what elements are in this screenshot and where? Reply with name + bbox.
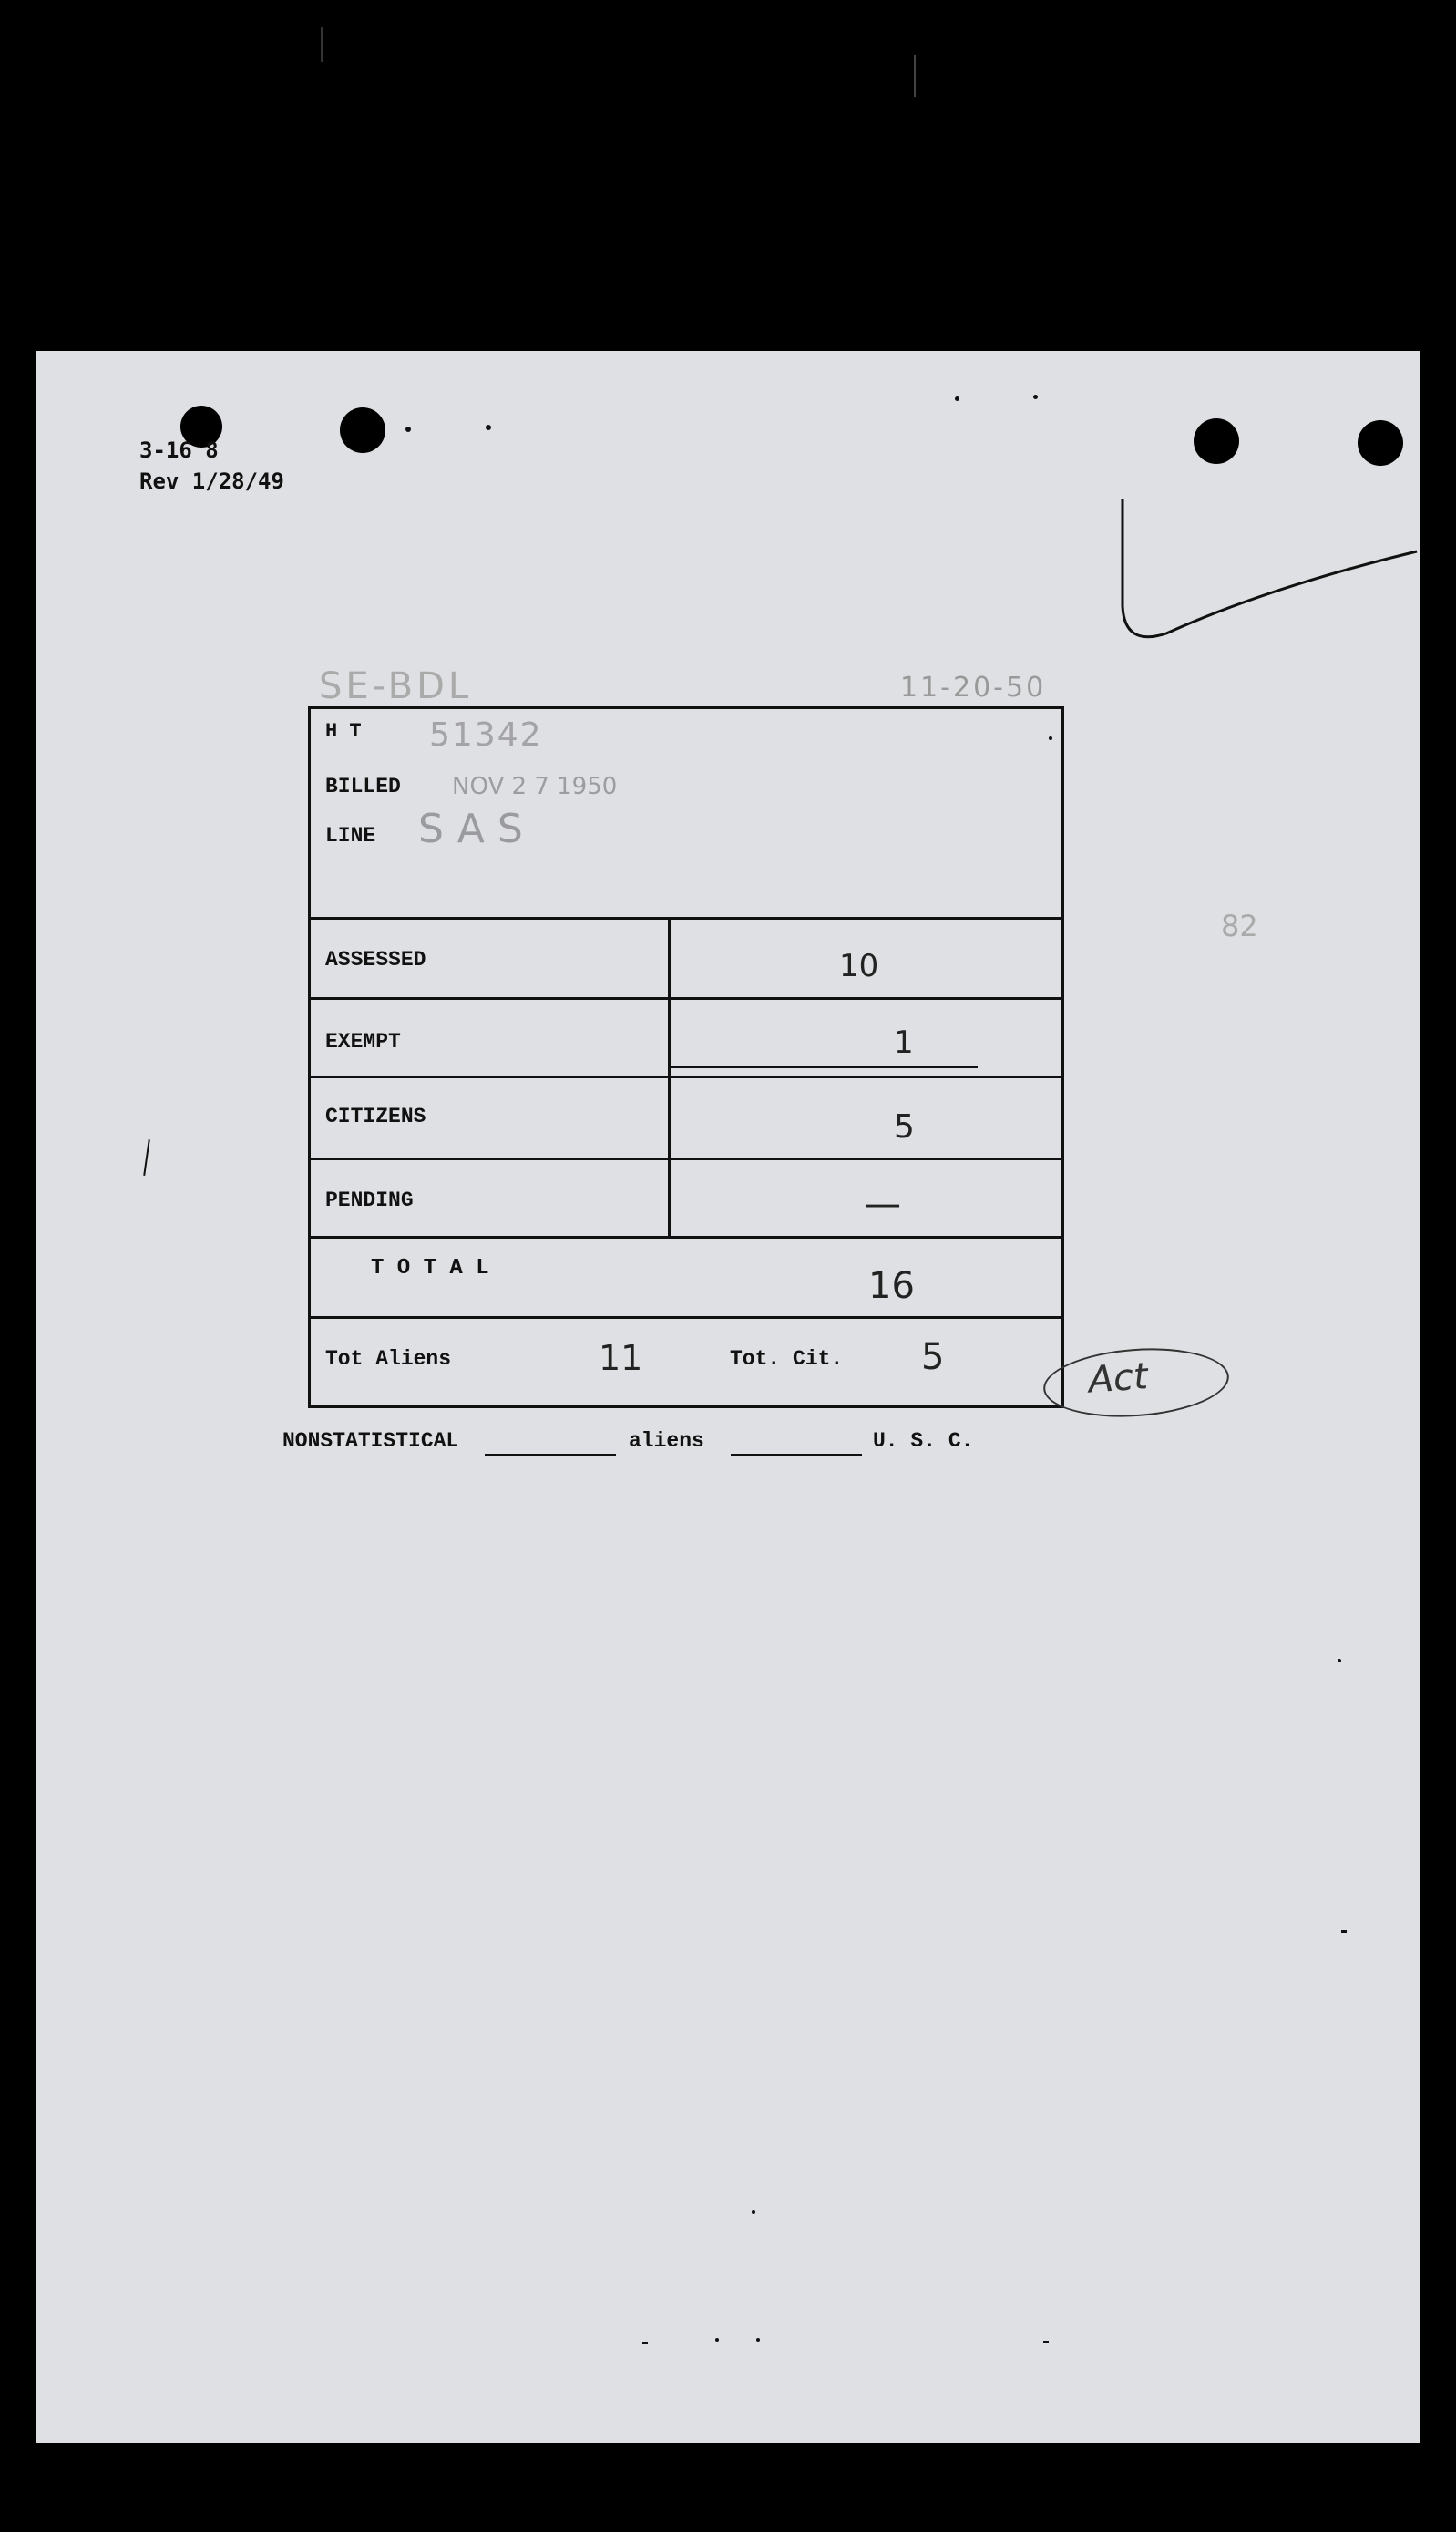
- speck: [756, 2338, 760, 2342]
- exempt-label: EXEMPT: [325, 1030, 401, 1054]
- punch-hole-3: [1194, 418, 1239, 464]
- exempt-value: 1: [894, 1024, 914, 1061]
- nonstatistical-row: [282, 1429, 1102, 1466]
- handwritten-date: 11-20-50: [900, 672, 1047, 704]
- margin-mark: [143, 1139, 150, 1176]
- billed-label: BILLED: [325, 775, 401, 798]
- form-revision: Rev 1/28/49: [139, 468, 284, 494]
- citizens-label: CITIZENS: [325, 1105, 426, 1128]
- nonstatistical-label: NONSTATISTICAL: [282, 1429, 459, 1453]
- speck: [752, 2210, 755, 2214]
- speck: [715, 2338, 719, 2342]
- divider: [311, 997, 1061, 1000]
- initials: Act: [1087, 1355, 1150, 1402]
- exempt-blank-line: [668, 1066, 978, 1068]
- tot-aliens-label: Tot Aliens: [325, 1347, 452, 1371]
- form-number: 3-16 8: [139, 437, 219, 463]
- divider: [311, 1316, 1061, 1319]
- line-value: SAS: [418, 806, 536, 852]
- tot-cit-value: 5: [921, 1336, 945, 1378]
- usc-label: U. S. C.: [873, 1429, 974, 1453]
- ht-value: 51342: [429, 716, 543, 754]
- punch-hole-2: [340, 407, 385, 453]
- document-page: [36, 351, 1420, 2443]
- aliens-blank: [731, 1454, 862, 1456]
- line-label: LINE: [325, 824, 376, 848]
- column-divider: [668, 917, 671, 1236]
- total-label: T O T A L: [371, 1256, 489, 1281]
- billed-date-stamp: NOV 2 7 1950: [452, 773, 618, 800]
- speck: [955, 396, 959, 401]
- speck: [1033, 395, 1038, 399]
- handwritten-code: SE-BDL: [319, 665, 473, 707]
- speck: [642, 2342, 648, 2344]
- film-mark: [914, 55, 916, 97]
- speck: [1049, 736, 1052, 740]
- speck: [1043, 2341, 1049, 2343]
- initials-oval: [1041, 1343, 1232, 1423]
- nonstatistical-blank: [485, 1454, 616, 1456]
- tot-aliens-value: 11: [599, 1338, 643, 1378]
- speck: [405, 427, 411, 432]
- punch-hole-4: [1358, 420, 1403, 466]
- page-number-stamp: 82: [1221, 909, 1258, 943]
- assessed-label: ASSESSED: [325, 948, 426, 972]
- divider: [311, 917, 1061, 920]
- divider: [311, 1236, 1061, 1239]
- divider: [311, 1076, 1061, 1078]
- tot-cit-label: Tot. Cit.: [730, 1347, 844, 1371]
- pending-label: PENDING: [325, 1189, 414, 1212]
- corner-bracket-mark: [1112, 497, 1421, 652]
- total-value: 16: [868, 1265, 915, 1307]
- form-table: [308, 706, 1064, 1408]
- pending-value: —: [865, 1183, 901, 1225]
- citizens-value: 5: [894, 1108, 915, 1146]
- form-number-block: [139, 435, 284, 497]
- speck: [1338, 1659, 1341, 1662]
- ht-label: H T: [325, 720, 362, 743]
- assessed-value: 10: [839, 948, 879, 984]
- aliens-label: aliens: [629, 1429, 704, 1453]
- speck: [1341, 1930, 1347, 1933]
- divider: [311, 1158, 1061, 1160]
- speck: [486, 425, 491, 430]
- film-mark: [321, 27, 323, 62]
